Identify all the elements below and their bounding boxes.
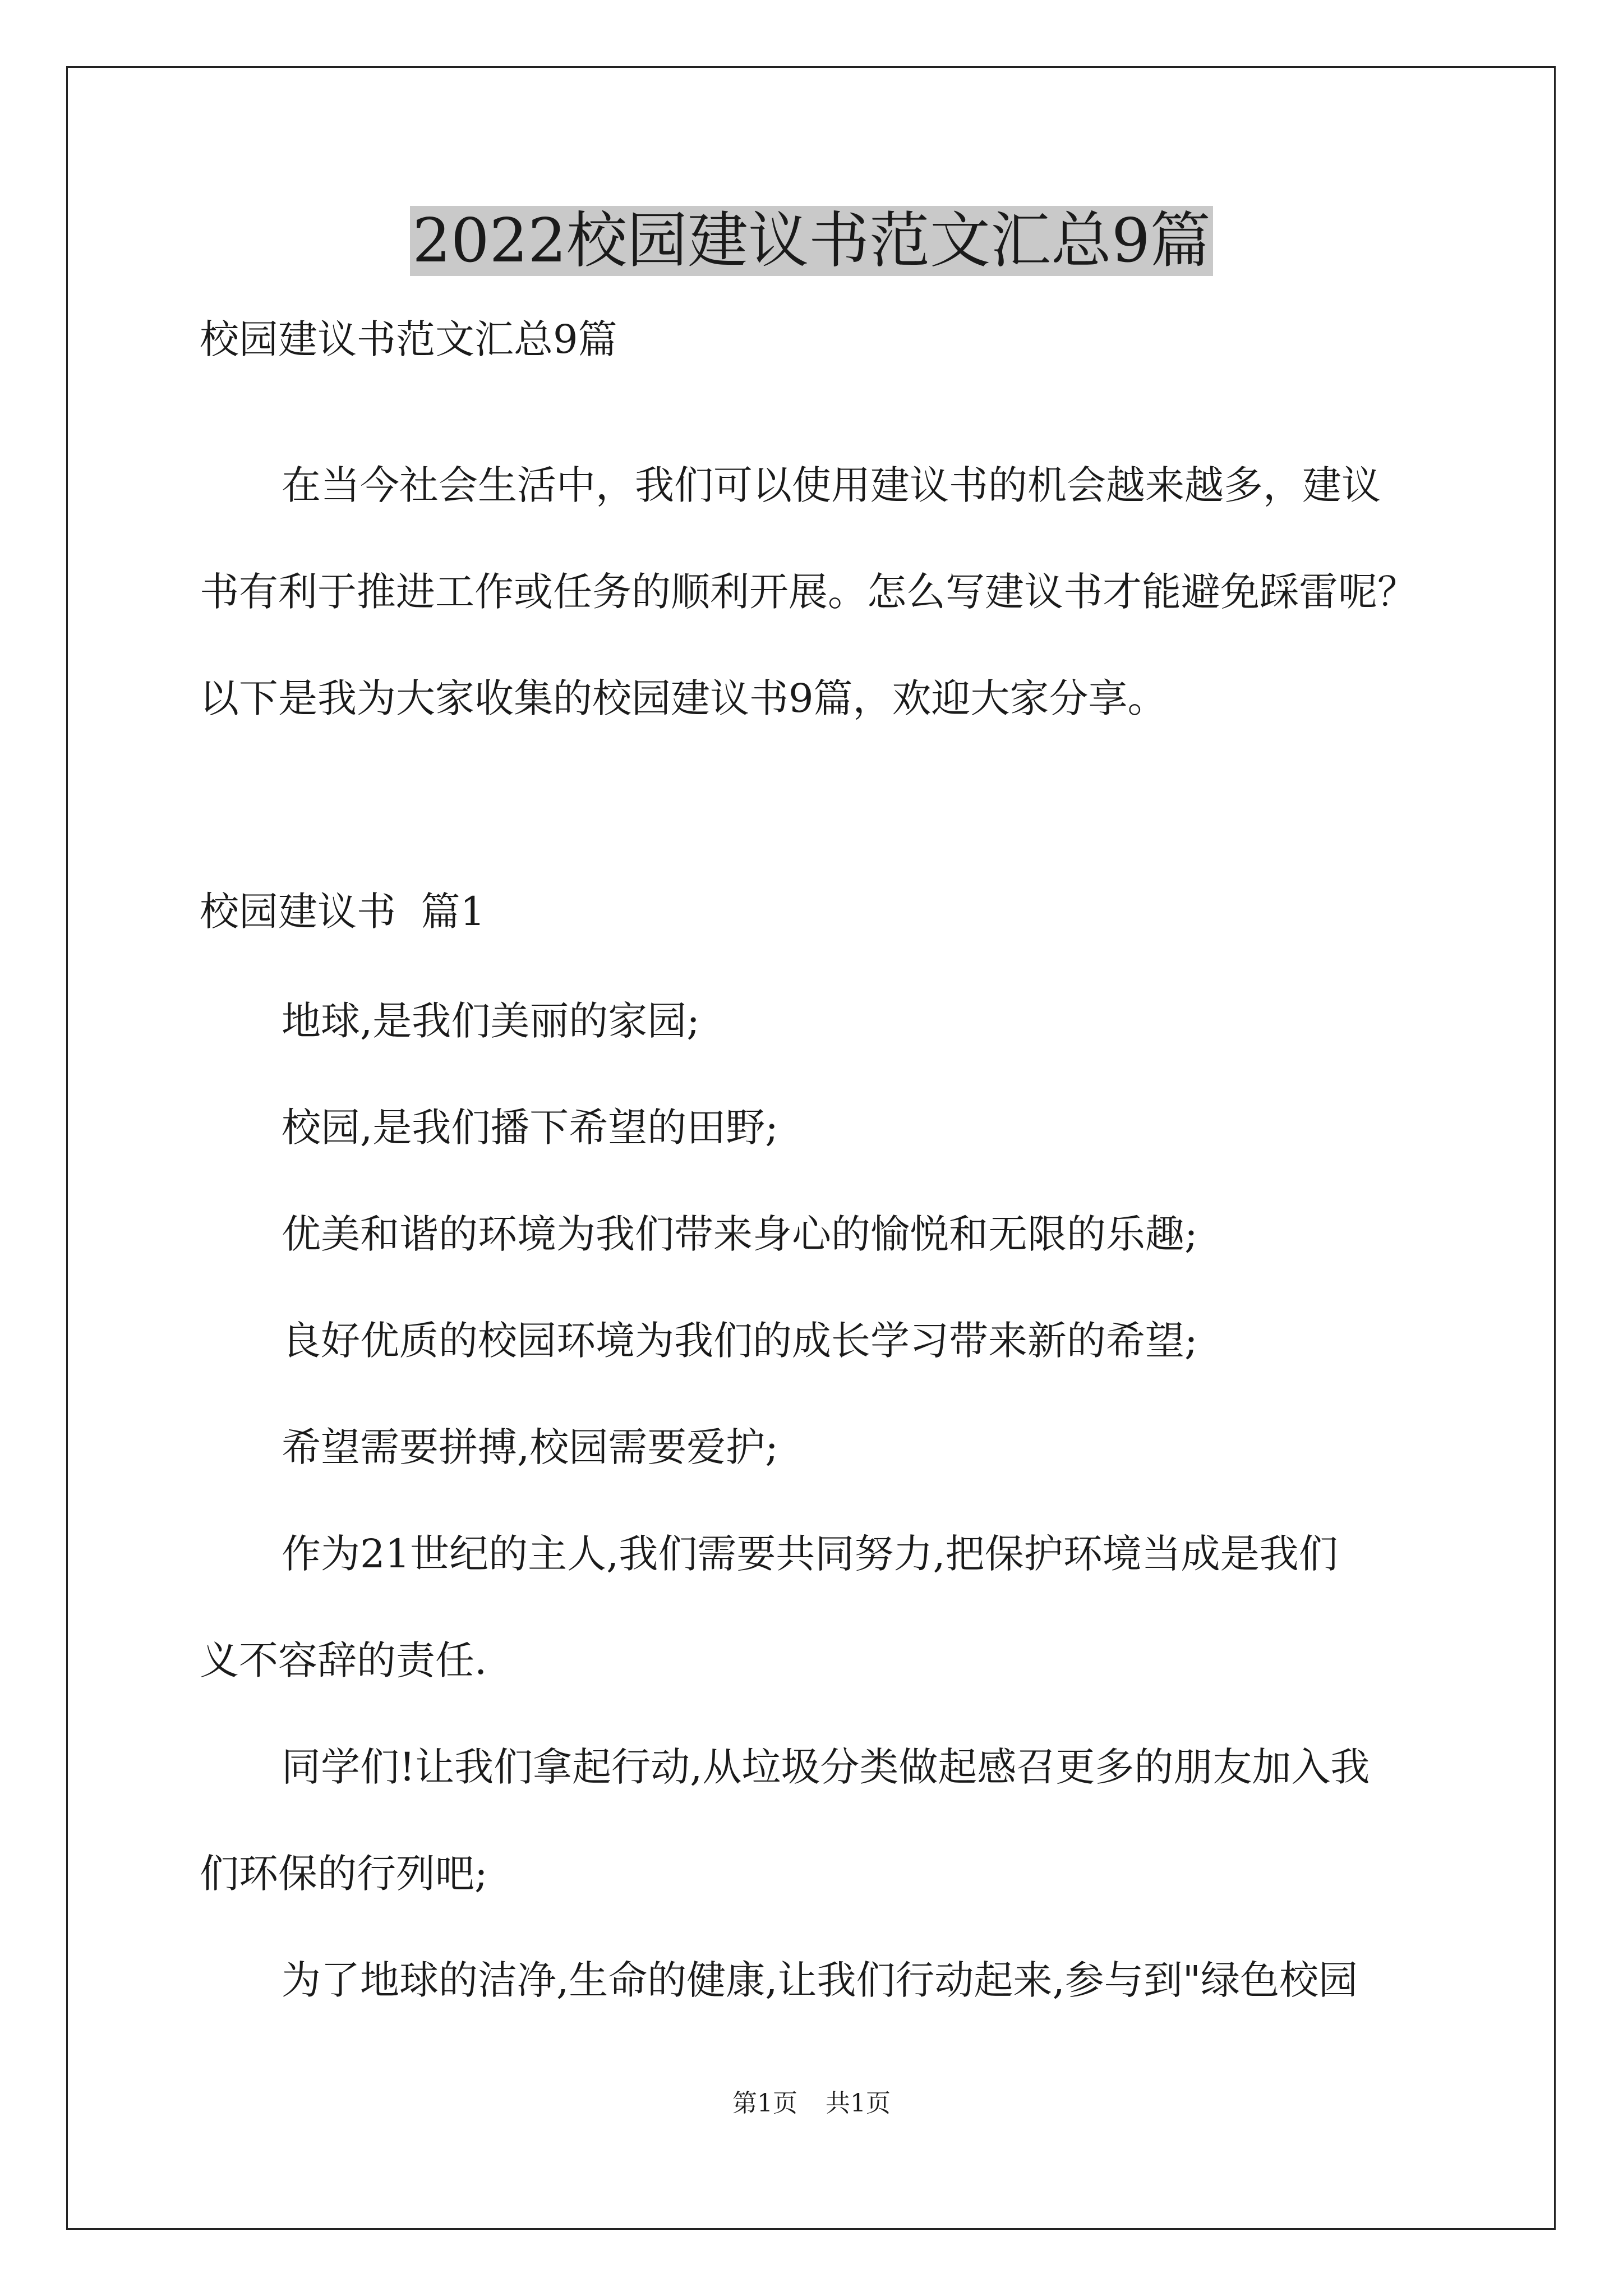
section-heading: 校园建议书 篇1 (200, 889, 486, 935)
intro-line-2: 书有利于推进工作或任务的顺利开展。怎么写建议书才能避免踩雷呢？ (200, 569, 1417, 615)
paragraph-line: 作为21世纪的主人,我们需要共同努力,把保护环境当成是我们 (282, 1531, 1338, 1577)
intro-line-3: 以下是我为大家收集的校园建议书9篇，欢迎大家分享。 (200, 675, 1167, 721)
document-subtitle: 校园建议书范文汇总9篇 (200, 316, 617, 362)
paragraph-line: 希望需要拼搏,校园需要爱护; (282, 1424, 778, 1470)
paragraph-line: 义不容辞的责任. (200, 1637, 487, 1683)
paragraph-line: 优美和谐的环境为我们带来身心的愉悦和无限的乐趣; (282, 1211, 1198, 1257)
paragraph-line: 地球,是我们美丽的家园; (282, 998, 700, 1044)
paragraph-line: 们环保的行列吧; (200, 1851, 488, 1897)
document-title: 2022校园建议书范文汇总9篇 (0, 199, 1623, 283)
paragraph-line: 良好优质的校园环境为我们的成长学习带来新的希望; (282, 1318, 1198, 1364)
page-footer (0, 2087, 1623, 2120)
paragraph-line: 同学们!让我们拿起行动,从垃圾分类做起感召更多的朋友加入我 (282, 1744, 1370, 1790)
intro-line-1: 在当今社会生活中，我们可以使用建议书的机会越来越多，建议 (282, 462, 1381, 508)
paragraph-line: 校园,是我们播下希望的田野; (282, 1105, 778, 1151)
paragraph-line: 为了地球的洁净,生命的健康,让我们行动起来,参与到"绿色校园 (282, 1957, 1358, 2003)
page-number-total: 共1页 (826, 2089, 891, 2118)
page-number-current: 第1页 (732, 2089, 797, 2118)
